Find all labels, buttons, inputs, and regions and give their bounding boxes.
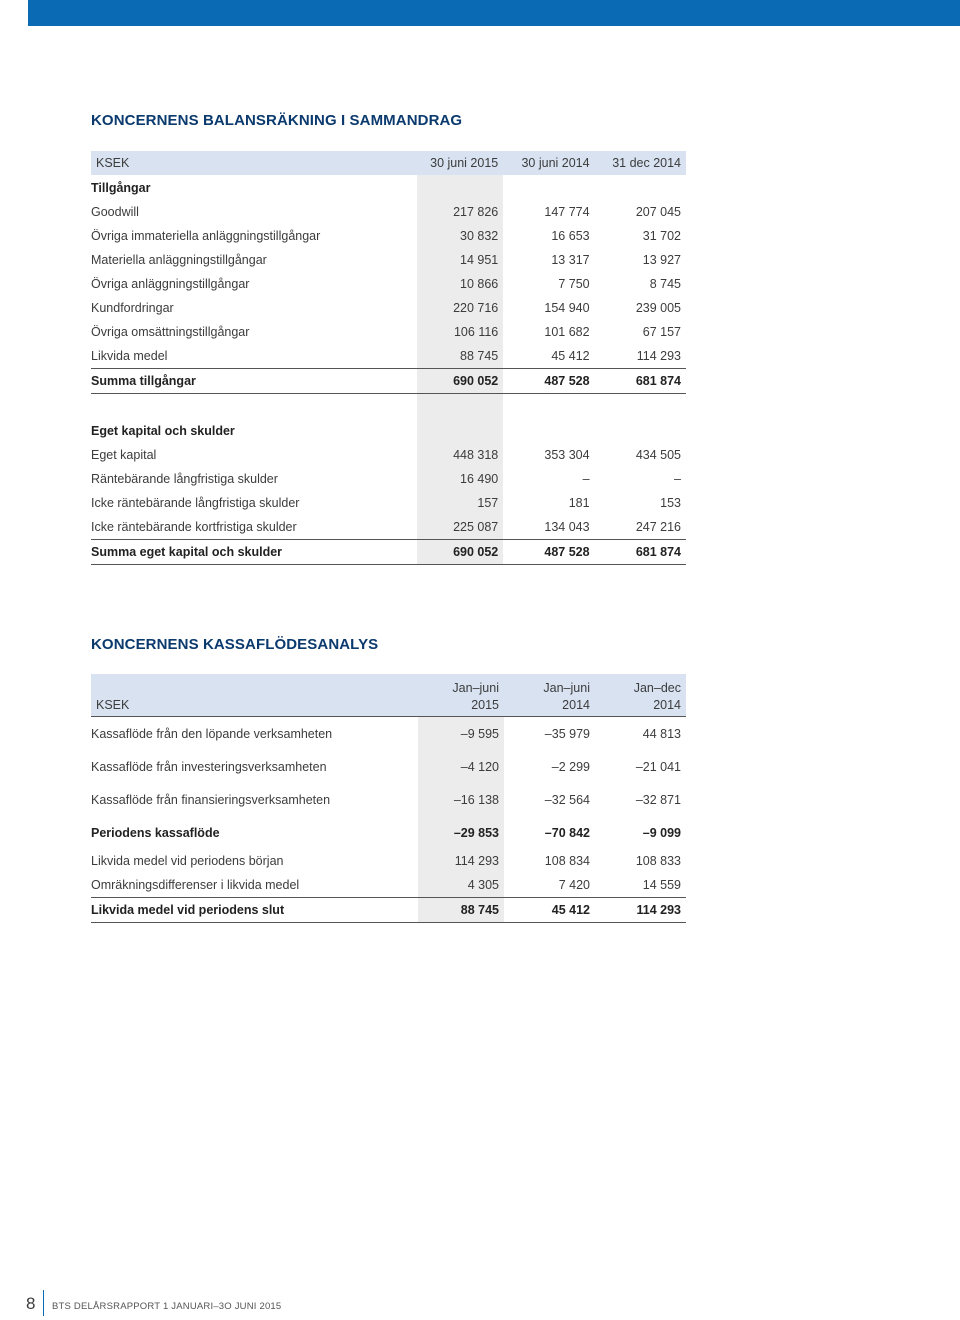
liabilities-heading: Eget kapital och skulder	[91, 423, 235, 438]
table-row	[91, 849, 686, 873]
cell-value: 114 293	[636, 349, 681, 363]
row-label: Kundfordringar	[91, 301, 174, 315]
row-label: Kassaflöde från finansieringsverksamheten	[91, 792, 331, 807]
cell-value: 114 293	[418, 849, 504, 873]
cell-value: –70 842	[544, 825, 590, 840]
cell-value: 16 653	[551, 229, 590, 243]
header-col-3	[595, 674, 686, 717]
cell-value: 16 490	[417, 467, 504, 491]
total-value: 690 052	[417, 540, 504, 565]
table-header-row	[91, 674, 686, 717]
row-label: Materiella anläggningstillgångar	[91, 253, 267, 267]
cell-value: 448 318	[417, 443, 504, 467]
cell-value: –21 041	[635, 759, 681, 774]
table-row	[91, 248, 686, 272]
cell-value: –9 099	[642, 825, 681, 840]
row-label: Eget kapital	[91, 448, 157, 462]
total-value: 88 745	[418, 898, 504, 923]
table-row	[91, 467, 686, 491]
footer-divider	[43, 1290, 44, 1316]
group-heading-row	[91, 175, 686, 200]
row-label: Övriga anläggningstillgångar	[91, 277, 250, 291]
row-label: Övriga immateriella anläggningstillgångar	[91, 229, 321, 243]
cell-value: –29 853	[418, 816, 504, 849]
cell-value: 106 116	[417, 320, 504, 344]
cell-value: 101 682	[544, 325, 590, 339]
cell-value: 44 813	[642, 726, 681, 741]
spacer-row	[91, 394, 686, 419]
total-label: Summa tillgångar	[91, 369, 417, 394]
top-accent-bar	[28, 0, 960, 26]
cell-value: –9 595	[418, 717, 504, 751]
cell-value: 4 305	[418, 873, 504, 898]
total-row	[91, 898, 686, 923]
table-row	[91, 296, 686, 320]
cell-value: 225 087	[417, 515, 504, 540]
header-ksek: KSEK	[91, 151, 417, 175]
footer-report-title: BTS DELÅRSRAPPORT 1 JANUARI–3O JUNI 2015	[52, 1301, 282, 1312]
total-value: 681 874	[595, 369, 686, 394]
shade-cell	[417, 175, 504, 200]
row-label: Goodwill	[91, 205, 139, 219]
row-label: Räntebärande långfristiga skulder	[91, 472, 278, 486]
cell-value: 181	[568, 496, 590, 510]
cell-value: 153	[660, 496, 681, 510]
cell-value: –32 871	[635, 792, 681, 807]
page-number: 8	[26, 1294, 36, 1313]
header-col-1	[418, 674, 504, 717]
row-label: Omräkningsdifferenser i likvida medel	[91, 878, 300, 892]
row-label: Kassaflöde från investeringsverksamheten	[91, 759, 327, 774]
cell-value: 108 833	[635, 854, 681, 868]
cell-value: 7 420	[558, 878, 590, 892]
header-year: 2015	[471, 698, 499, 712]
cell-value: 14 559	[642, 878, 681, 892]
table-row	[91, 491, 686, 515]
total-row	[91, 540, 686, 565]
header-col-2: 30 juni 2014	[503, 151, 594, 175]
total-label: Likvida medel vid periodens slut	[91, 898, 418, 923]
table-row	[91, 750, 686, 783]
header-col-1: 30 juni 2015	[417, 151, 504, 175]
header-year: 2014	[562, 698, 590, 712]
total-value: 487 528	[503, 369, 594, 394]
cell-value: 13 317	[551, 253, 590, 267]
cell-value: 14 951	[417, 248, 504, 272]
cell-value: 31 702	[642, 229, 681, 243]
cell-value: –	[582, 472, 590, 486]
cell-value: 157	[417, 491, 504, 515]
row-label: Likvida medel vid periodens början	[91, 854, 284, 868]
balance-sheet-title: KONCERNENS BALANSRÄKNING I SAMMANDRAG	[91, 112, 463, 129]
cell-value: 8 745	[649, 277, 681, 291]
empty-cell	[595, 394, 686, 419]
cell-value: –35 979	[544, 726, 590, 741]
group-heading-row	[91, 418, 686, 443]
row-label: Icke räntebärande kortfristiga skulder	[91, 520, 297, 534]
cell-value: –16 138	[418, 783, 504, 816]
shade-cell	[417, 418, 504, 443]
assets-heading: Tillgångar	[91, 180, 151, 195]
total-value: 487 528	[503, 540, 594, 565]
cell-value: 134 043	[544, 520, 590, 534]
table-row	[91, 200, 686, 224]
table-row	[91, 443, 686, 467]
row-label: Periodens kassaflöde	[91, 825, 220, 840]
empty-cell	[503, 418, 594, 443]
shade-cell	[417, 394, 504, 419]
cashflow-table	[91, 674, 686, 923]
total-value: 681 874	[595, 540, 686, 565]
header-period: Jan–juni	[452, 681, 499, 695]
table-row	[91, 783, 686, 816]
table-row	[91, 224, 686, 248]
cell-value: 207 045	[635, 205, 681, 219]
header-year: 2014	[653, 698, 681, 712]
table-row	[91, 344, 686, 369]
cell-value: 147 774	[544, 205, 590, 219]
cell-value: –	[674, 472, 681, 486]
cell-value: 434 505	[635, 448, 681, 462]
table-row	[91, 272, 686, 296]
table-row	[91, 515, 686, 540]
header-col-3: 31 dec 2014	[595, 151, 686, 175]
cell-value: 217 826	[417, 200, 504, 224]
cell-value: 7 750	[558, 277, 590, 291]
total-value: 45 412	[504, 898, 595, 923]
cell-value: 45 412	[551, 349, 590, 363]
cell-value: 30 832	[417, 224, 504, 248]
cell-value: 13 927	[642, 253, 681, 267]
cell-value: 353 304	[544, 448, 590, 462]
table-row	[91, 873, 686, 898]
header-col-2	[504, 674, 595, 717]
row-label: Icke räntebärande långfristiga skulder	[91, 496, 300, 510]
cell-value: 67 157	[642, 325, 681, 339]
empty-cell	[91, 394, 417, 419]
header-period: Jan–dec	[633, 681, 681, 695]
empty-cell	[595, 418, 686, 443]
header-period: Jan–juni	[543, 681, 590, 695]
total-value: 114 293	[595, 898, 686, 923]
total-label: Summa eget kapital och skulder	[91, 540, 417, 565]
total-row	[91, 369, 686, 394]
cell-value: 239 005	[635, 301, 681, 315]
cashflow-title: KONCERNENS KASSAFLÖDESANALYS	[91, 636, 379, 653]
table-header-row	[91, 151, 686, 175]
cell-value: 88 745	[417, 344, 504, 369]
cell-value: –2 299	[551, 759, 590, 774]
row-label: Kassaflöde från den löpande verksamheten	[91, 726, 333, 741]
cell-value: 108 834	[544, 854, 590, 868]
table-row	[91, 717, 686, 751]
row-label: Övriga omsättningstillgångar	[91, 325, 250, 339]
empty-cell	[503, 394, 594, 419]
period-cashflow-row	[91, 816, 686, 849]
cell-value: 247 216	[635, 520, 681, 534]
empty-cell	[503, 175, 594, 200]
total-value: 690 052	[417, 369, 504, 394]
table-row	[91, 320, 686, 344]
cell-value: 154 940	[544, 301, 590, 315]
header-ksek: KSEK	[91, 674, 418, 717]
row-label: Likvida medel	[91, 349, 168, 363]
cell-value: 220 716	[417, 296, 504, 320]
cell-value: –4 120	[418, 750, 504, 783]
balance-sheet-table	[91, 151, 686, 565]
empty-cell	[595, 175, 686, 200]
cell-value: 10 866	[417, 272, 504, 296]
cell-value: –32 564	[544, 792, 590, 807]
